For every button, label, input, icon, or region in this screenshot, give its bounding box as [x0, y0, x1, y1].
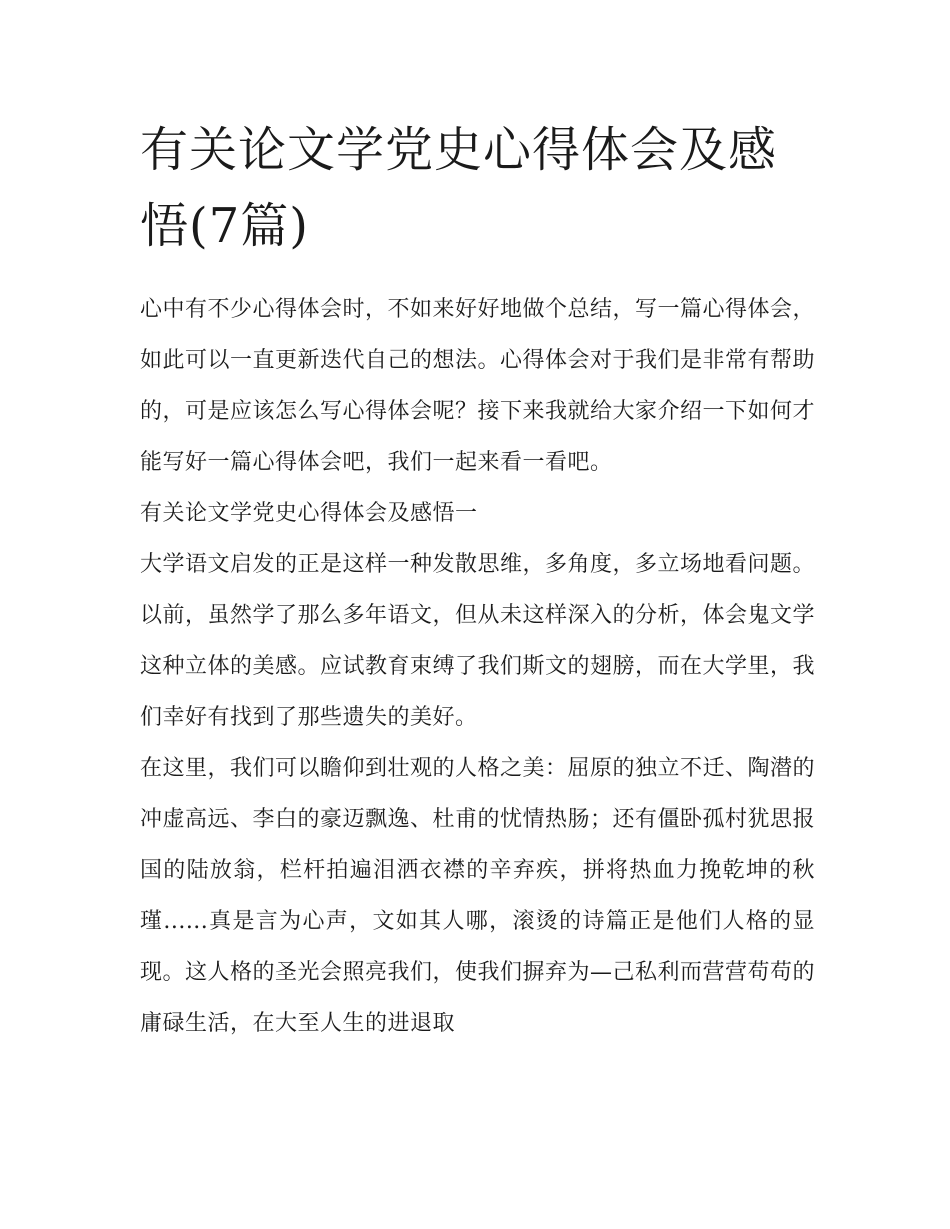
intro-paragraph: 心中有不少心得体会时，不如来好好地做个总结，写一篇心得体会，如此可以一直更新迭代自己的想法。心得体会对于我们是非常有帮助的，可是应该怎么写心得体会呢？接下来我就给大家介绍一下如何才能写好一篇心得体会吧，我们一起来看一看吧。 [140, 297, 816, 475]
section-heading: 有关论文学党史心得体会及感悟一 [140, 501, 478, 526]
body-paragraph-1: 大学语文启发的正是这样一种发散思维，多角度，多立场地看问题。以前，虽然学了那么多年语文，但从未这样深入的分析，体会鬼文学这种立体的美感。应试教育束缚了我们斯文的翅膀，而在大学里，我们幸好有找到了那些遗失的美好。 [140, 552, 816, 730]
document-content [140, 112, 815, 1049]
document-title: 有关论文学党史心得体会及感悟(7篇) [140, 122, 778, 254]
body-paragraph-2: 在这里，我们可以瞻仰到壮观的人格之美：屈原的独立不迁、陶潜的冲虚高远、李白的豪迈飘逸、杜甫的忧情热肠；还有僵卧孤村犹思报国的陆放翁，栏杆拍遍泪洒衣襟的辛弃疾，拼将热血力挽乾坤的秋瑾......真是言为心声，文如其人哪，滚烫的诗篇正是他们人格的显现。这人格的圣光会照亮我们，使我们摒弃为—己私利而营营苟苟的庸碌生活，在大至人生的进退取 [140, 756, 816, 1036]
